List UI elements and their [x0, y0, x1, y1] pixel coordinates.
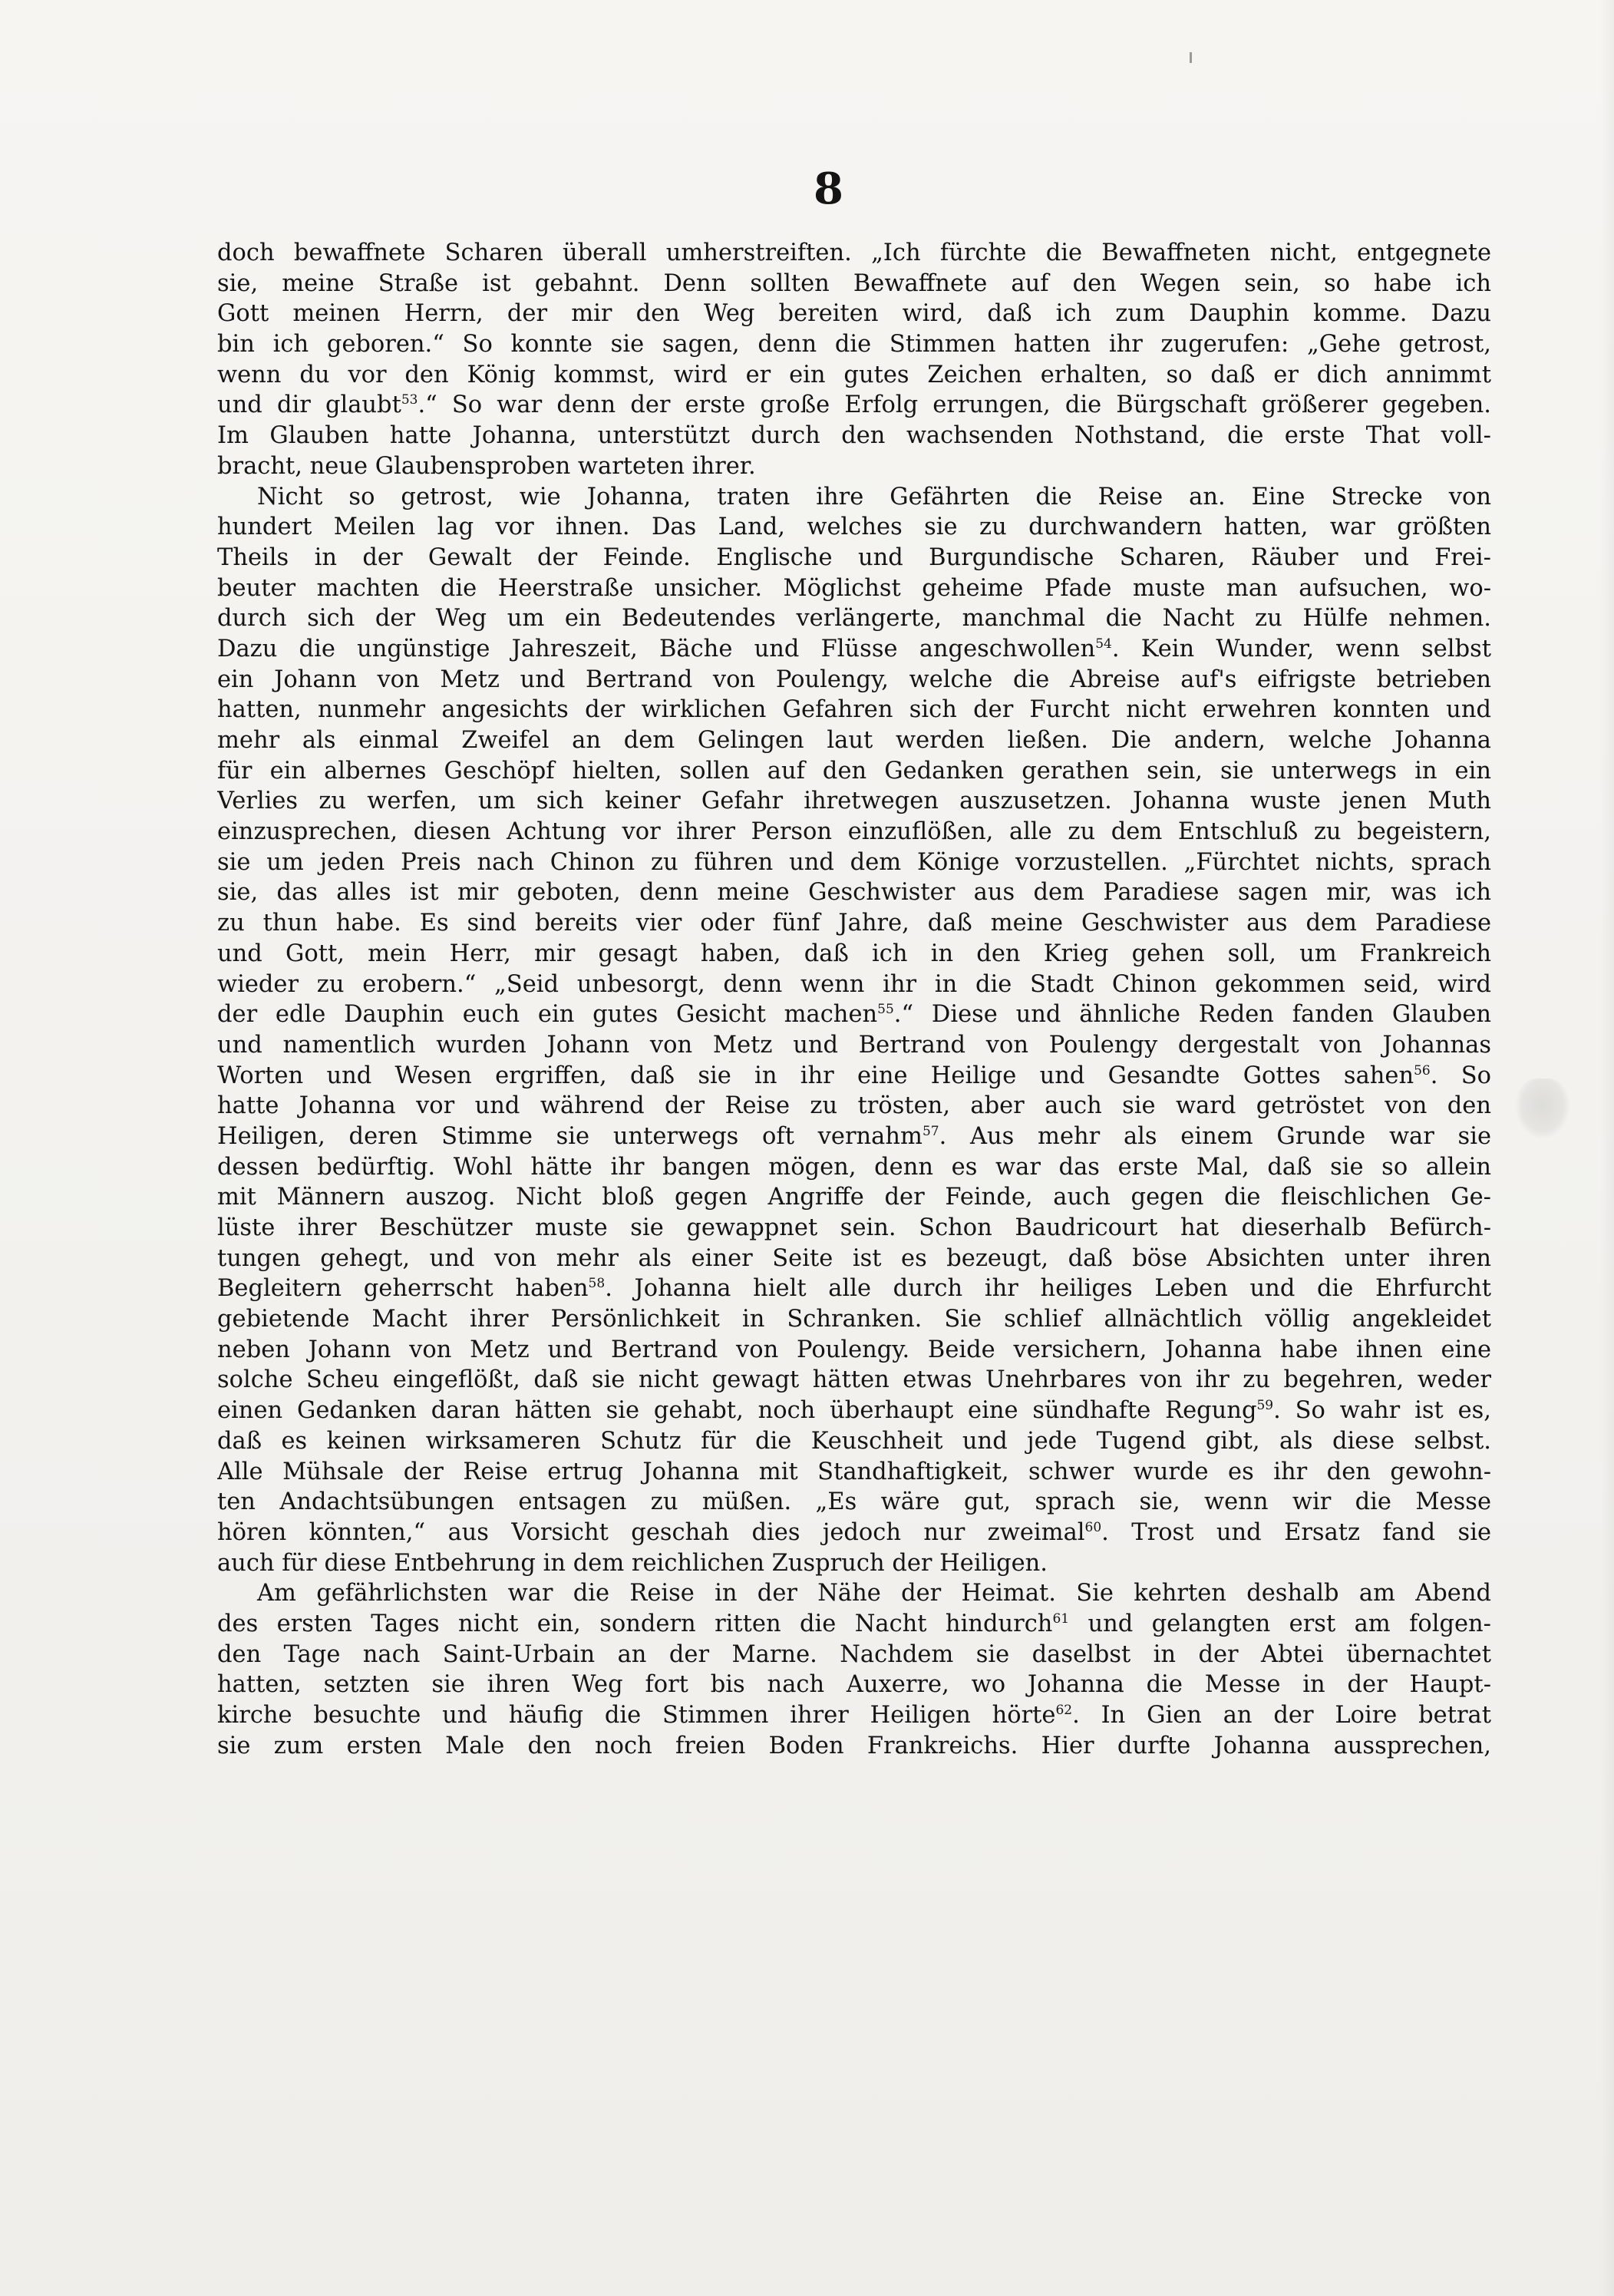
- line-text: für ein albernes Geschöpf hielten, sollen auf den Gedanken gerathen sein, sie unterwegs in ein: [217, 757, 1491, 785]
- footnote-marker: 59: [1256, 1398, 1274, 1414]
- text-line: [217, 512, 1491, 543]
- line-text: zu thun habe. Es sind bereits vier oder fünf Jahre, daß meine Geschwister aus dem Paradiese: [217, 910, 1491, 937]
- line-text-continued: . So wahr ist es,: [1273, 1397, 1491, 1425]
- line-text: Theils in der Gewalt der Feinde. Englische und Burgundische Scharen, Räuber und Frei-: [217, 543, 1491, 571]
- footnote-marker: 56: [1414, 1062, 1431, 1079]
- line-text: neben Johann von Metz und Bertrand von Poulengy. Beide versichern, Johanna habe ihnen eine: [217, 1336, 1491, 1363]
- line-text: wenn du vor den König kommst, wird er ein gutes Zeichen erhalten, so daß er dich annimmt: [217, 361, 1491, 388]
- text-line: [217, 299, 1491, 329]
- line-text: sie um jeden Preis nach Chinon zu führen und dem Könige vorzustellen. „Fürchtet nichts, sprach: [217, 848, 1491, 876]
- line-text: solche Scheu eingeflößt, daß sie nicht gewagt hätten etwas Unehrbares von ihr zu begehren, weder: [217, 1366, 1491, 1394]
- line-text-continued: . Kein Wunder, wenn selbst: [1111, 635, 1491, 662]
- line-text: und dir glaubt: [217, 391, 401, 419]
- text-line: [217, 603, 1491, 634]
- text-line: [217, 1152, 1491, 1183]
- line-text-continued: .“ So war denn der erste große Erfolg errungen, die Bürgschaft größerer gegeben.: [418, 391, 1491, 419]
- line-text-continued: . Johanna hielt alle durch ihr heiliges Leben und die Ehrfurcht: [605, 1275, 1491, 1303]
- page-mark: [1190, 52, 1192, 63]
- line-text: sie zum ersten Male den noch freien Boden Frankreichs. Hier durfte Johanna aussprechen,: [217, 1732, 1491, 1759]
- text-line: [217, 269, 1491, 299]
- footnote-marker: 60: [1084, 1519, 1102, 1535]
- text-line: [217, 421, 1491, 451]
- text-line: [217, 1122, 1491, 1152]
- line-text: tungen gehegt, und von mehr als einer Seite ist es bezeugt, daß böse Absichten unter ihren: [217, 1244, 1491, 1272]
- text-line: [217, 543, 1491, 573]
- line-text: hören könnten,“ aus Vorsicht geschah dies jedoch nur zweimal: [217, 1518, 1085, 1546]
- line-text: Im Glauben hatte Johanna, unterstützt durch den wachsenden Nothstand, die erste That voll-: [217, 422, 1491, 450]
- text-line: [217, 970, 1491, 1000]
- line-text: sie, meine Straße ist gebahnt. Denn sollten Bewaffnete auf den Wegen sein, so habe ich: [217, 269, 1491, 297]
- line-text: einzusprechen, diesen Achtung vor ihrer Person einzuflößen, alle zu dem Entschluß zu begeistern,: [217, 818, 1491, 846]
- text-line: [217, 1700, 1491, 1731]
- paper-stain: [1516, 1079, 1569, 1138]
- text-line: [217, 1609, 1491, 1640]
- text-line: [217, 1213, 1491, 1244]
- line-text: auch für diese Entbehrung in dem reichlichen Zuspruch der Heiligen.: [217, 1549, 1048, 1577]
- text-line: [217, 1731, 1491, 1762]
- line-text: Nicht so getrost, wie Johanna, traten ihre Gefährten die Reise an. Eine Strecke von: [257, 483, 1491, 510]
- line-text: Alle Mühsale der Reise ertrug Johanna mit Standhaftigkeit, schwer wurde es ihr den gewohn-: [217, 1458, 1491, 1485]
- text-line: [217, 1304, 1491, 1335]
- line-text: gebietende Macht ihrer Persönlichkeit in Schranken. Sie schlief allnächtlich völlig angekleidet: [217, 1306, 1491, 1333]
- line-text-continued: . So: [1430, 1062, 1491, 1089]
- text-line: [217, 877, 1491, 908]
- line-text: und Gott, mein Herr, mir gesagt haben, daß ich in den Krieg gehen soll, um Frankreich: [217, 940, 1491, 967]
- text-line: [217, 1640, 1491, 1670]
- text-line: [217, 908, 1491, 939]
- text-line: [217, 1578, 1491, 1609]
- footnote-marker: 61: [1052, 1611, 1070, 1627]
- line-text-continued: . Aus mehr als einem Grunde war sie: [939, 1122, 1491, 1150]
- line-text: bracht, neue Glaubensproben warteten ihrer.: [217, 452, 756, 480]
- body-text: [217, 238, 1491, 1761]
- footnote-marker: 62: [1055, 1703, 1073, 1718]
- text-line: [217, 1396, 1491, 1426]
- line-text: bin ich geboren.“ So konnte sie sagen, denn die Stimmen hatten ihr zugerufen: „Gehe getrost,: [217, 331, 1491, 358]
- text-line: [217, 1670, 1491, 1700]
- text-line: [217, 786, 1491, 817]
- line-text: lüste ihrer Beschützer muste sie gewappnet sein. Schon Baudricourt hat dieserhalb Befürch-: [217, 1214, 1491, 1241]
- text-line: [217, 999, 1491, 1030]
- text-line: [217, 695, 1491, 725]
- line-text: einen Gedanken daran hätten sie gehabt, noch überhaupt eine sündhafte Regung: [217, 1397, 1257, 1425]
- line-text: hatten, setzten sie ihren Weg fort bis nach Auxerre, wo Johanna die Messe in der Haupt-: [217, 1671, 1491, 1699]
- text-line: [217, 725, 1491, 756]
- text-line: [217, 1244, 1491, 1274]
- line-text: Gott meinen Herrn, der mir den Weg bereiten wird, daß ich zum Dauphin komme. Dazu: [217, 300, 1491, 328]
- line-text: wieder zu erobern.“ „Seid unbesorgt, denn wenn ihr in die Stadt Chinon gekommen seid, wird: [217, 970, 1491, 998]
- footnote-marker: 53: [401, 392, 418, 408]
- text-line: [217, 1518, 1491, 1548]
- line-text: sie, das alles ist mir geboten, denn meine Geschwister aus dem Paradiese sagen mir, was ich: [217, 879, 1491, 907]
- text-line: [217, 634, 1491, 665]
- text-line: [217, 451, 1491, 482]
- line-text-continued: .“ Diese und ähnliche Reden fanden Glauben: [893, 1001, 1491, 1029]
- text-line: [217, 329, 1491, 360]
- text-line: [217, 1548, 1491, 1579]
- line-text: beuter machten die Heerstraße unsicher. Möglichst geheime Pfade muste man aufsuchen, wo-: [217, 574, 1491, 602]
- page-edge-shadow: [1600, 0, 1614, 2296]
- line-text: dessen bedürftig. Wohl hätte ihr bangen mögen, denn es war das erste Mal, daß sie so allein: [217, 1153, 1491, 1181]
- text-line: [217, 1457, 1491, 1488]
- line-text: ein Johann von Metz und Bertrand von Poulengy, welche die Abreise auf's eifrigste betrieben: [217, 666, 1491, 693]
- text-line: [217, 482, 1491, 513]
- line-text: hundert Meilen lag vor ihnen. Das Land, welches sie zu durchwandern hatten, war größten: [217, 514, 1491, 541]
- text-line: [217, 573, 1491, 604]
- footnote-marker: 54: [1095, 636, 1112, 652]
- line-text: und namentlich wurden Johann von Metz und Bertrand von Poulengy dergestalt von Johannas: [217, 1031, 1491, 1059]
- text-line: [217, 1182, 1491, 1213]
- footnote-marker: 58: [588, 1276, 606, 1292]
- footnote-marker: 55: [877, 1002, 894, 1018]
- line-text: hatten, nunmehr angesichts der wirklichen Gefahren sich der Furcht nicht erwehren konnten und: [217, 696, 1491, 724]
- line-text: durch sich der Weg um ein Bedeutendes verlängerte, manchmal die Nacht zu Hülfe nehmen.: [217, 605, 1491, 633]
- text-line: [217, 390, 1491, 421]
- line-text: kirche besuchte und häufig die Stimmen ihrer Heiligen hörte: [217, 1702, 1056, 1729]
- text-line: [217, 1335, 1491, 1366]
- line-text: den Tage nach Saint-Urbain an der Marne. Nachdem sie daselbst in der Abtei übernachtet: [217, 1640, 1491, 1668]
- text-line: [217, 1487, 1491, 1518]
- line-text: Worten und Wesen ergriffen, daß sie in ihr eine Heilige und Gesandte Gottes sahen: [217, 1062, 1414, 1089]
- page-number: 8: [814, 164, 843, 214]
- line-text-continued: . In Gien an der Loire betrat: [1072, 1702, 1491, 1729]
- line-text: des ersten Tages nicht ein, sondern ritten die Nacht hindurch: [217, 1610, 1053, 1637]
- text-line: [217, 1030, 1491, 1061]
- text-line: [217, 1426, 1491, 1457]
- text-line: [217, 847, 1491, 878]
- text-line: [217, 238, 1491, 269]
- line-text: Verlies zu werfen, um sich keiner Gefahr ihretwegen auszusetzen. Johanna wuste jenen Muth: [217, 788, 1491, 815]
- line-text: doch bewaffnete Scharen überall umherstreiften. „Ich fürchte die Bewaffneten nicht, entgegnete: [217, 240, 1491, 266]
- line-text: Heiligen, deren Stimme sie unterwegs oft vernahm: [217, 1122, 923, 1150]
- line-text: mit Männern auszog. Nicht bloß gegen Angriffe der Feinde, auch gegen die fleischlichen Ge-: [217, 1184, 1491, 1211]
- line-text: ten Andachtsübungen entsagen zu müßen. „Es wäre gut, sprach sie, wenn wir die Messe: [217, 1488, 1491, 1516]
- text-line: [217, 939, 1491, 970]
- text-line: [217, 817, 1491, 847]
- line-text: mehr als einmal Zweifel an dem Gelingen laut werden ließen. Die andern, welche Johanna: [217, 727, 1491, 754]
- line-text: hatte Johanna vor und während der Reise zu trösten, aber auch sie ward getröstet von den: [217, 1092, 1491, 1120]
- text-line: [217, 1274, 1491, 1304]
- text-line: [217, 1365, 1491, 1396]
- line-text: Dazu die ungünstige Jahreszeit, Bäche und Flüsse angeschwollen: [217, 635, 1096, 662]
- footnote-marker: 57: [922, 1123, 939, 1139]
- text-line: [217, 1061, 1491, 1092]
- text-line: [217, 756, 1491, 787]
- text-line: [217, 665, 1491, 695]
- text-line: [217, 1091, 1491, 1122]
- line-text-continued: und gelangten erst am folgen-: [1069, 1610, 1491, 1637]
- line-text: der edle Dauphin euch ein gutes Gesicht machen: [217, 1001, 878, 1029]
- line-text: Am gefährlichsten war die Reise in der Nähe der Heimat. Sie kehrten deshalb am Abend: [257, 1580, 1491, 1607]
- line-text-continued: . Trost und Ersatz fand sie: [1101, 1518, 1491, 1546]
- text-line: [217, 360, 1491, 391]
- line-text: daß es keinen wirksameren Schutz für die Keuschheit und jede Tugend gibt, als diese selbst.: [217, 1427, 1491, 1455]
- line-text: Begleitern geherrscht haben: [217, 1275, 589, 1303]
